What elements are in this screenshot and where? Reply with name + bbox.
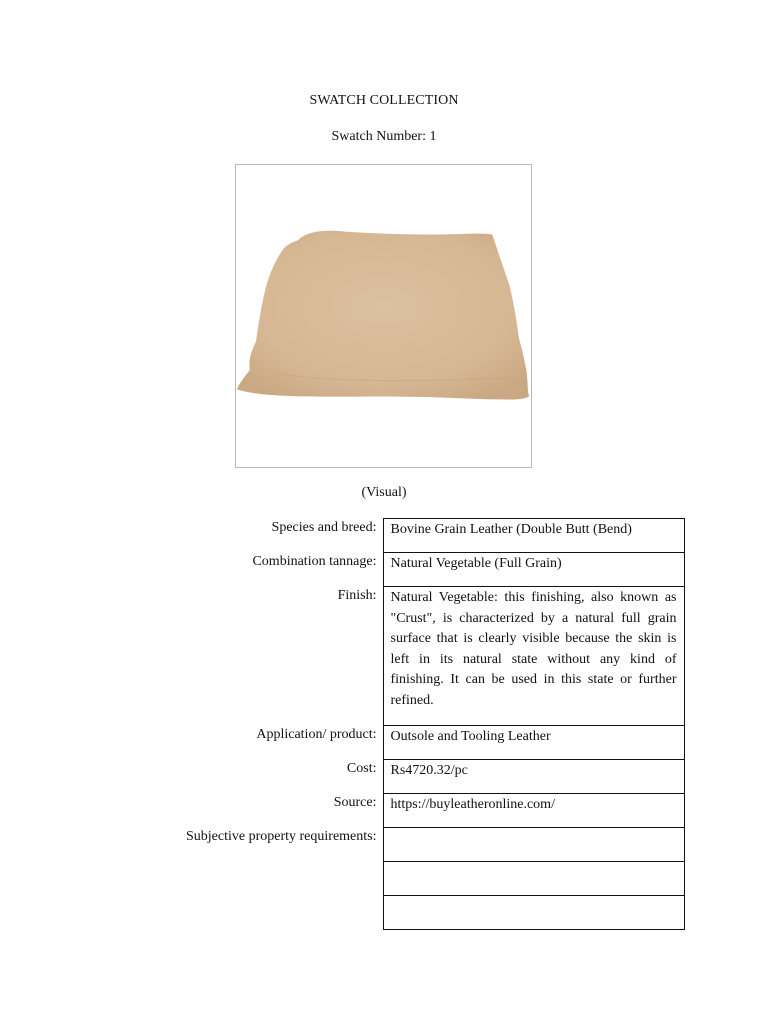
source-label: Source:: [333, 794, 377, 810]
cost-label: Cost:: [346, 760, 377, 776]
subjective-requirements-value: [383, 828, 684, 862]
species-value: Bovine Grain Leather (Double Butt (Bend): [383, 519, 684, 553]
swatch-number: Swatch Number: 1: [331, 129, 437, 144]
table-row: [160, 587, 684, 726]
application-value: Outsole and Tooling Leather: [383, 726, 684, 760]
empty-label: [160, 862, 383, 896]
empty-value: [383, 896, 684, 930]
table-row: [160, 553, 684, 587]
table-row: [160, 760, 684, 794]
table-row: [160, 896, 684, 930]
finish-label: Finish:: [337, 587, 377, 603]
tannage-label: Combination tannage:: [252, 553, 377, 569]
image-caption: (Visual): [361, 485, 407, 500]
table-row: [160, 794, 684, 828]
page-title: SWATCH COLLECTION: [309, 93, 459, 108]
table-row: [160, 519, 684, 553]
application-label: Application/ product:: [256, 726, 377, 742]
table-row: [160, 862, 684, 896]
source-value: https://buyleatheronline.com/: [383, 794, 684, 828]
tannage-value: Natural Vegetable (Full Grain): [383, 553, 684, 587]
leather-swatch-image: [235, 164, 532, 468]
subjective-requirements-label: Subjective property requirements:: [186, 828, 377, 844]
table-row: [160, 726, 684, 760]
species-label: Species and breed:: [271, 519, 377, 535]
cost-value: Rs4720.32/pc: [383, 760, 684, 794]
leather-hide-illustration: [236, 165, 531, 467]
swatch-spec-table: [160, 518, 685, 930]
empty-value: [383, 862, 684, 896]
empty-label: [160, 896, 383, 930]
finish-value: Natural Vegetable: this finishing, also known as "Crust", is characterized by a natural full grain surface that is clearly visible because the skin is left in its natural state without any kind of finishing. It can be used in this state or further refined.: [383, 587, 684, 726]
table-row: [160, 828, 684, 862]
